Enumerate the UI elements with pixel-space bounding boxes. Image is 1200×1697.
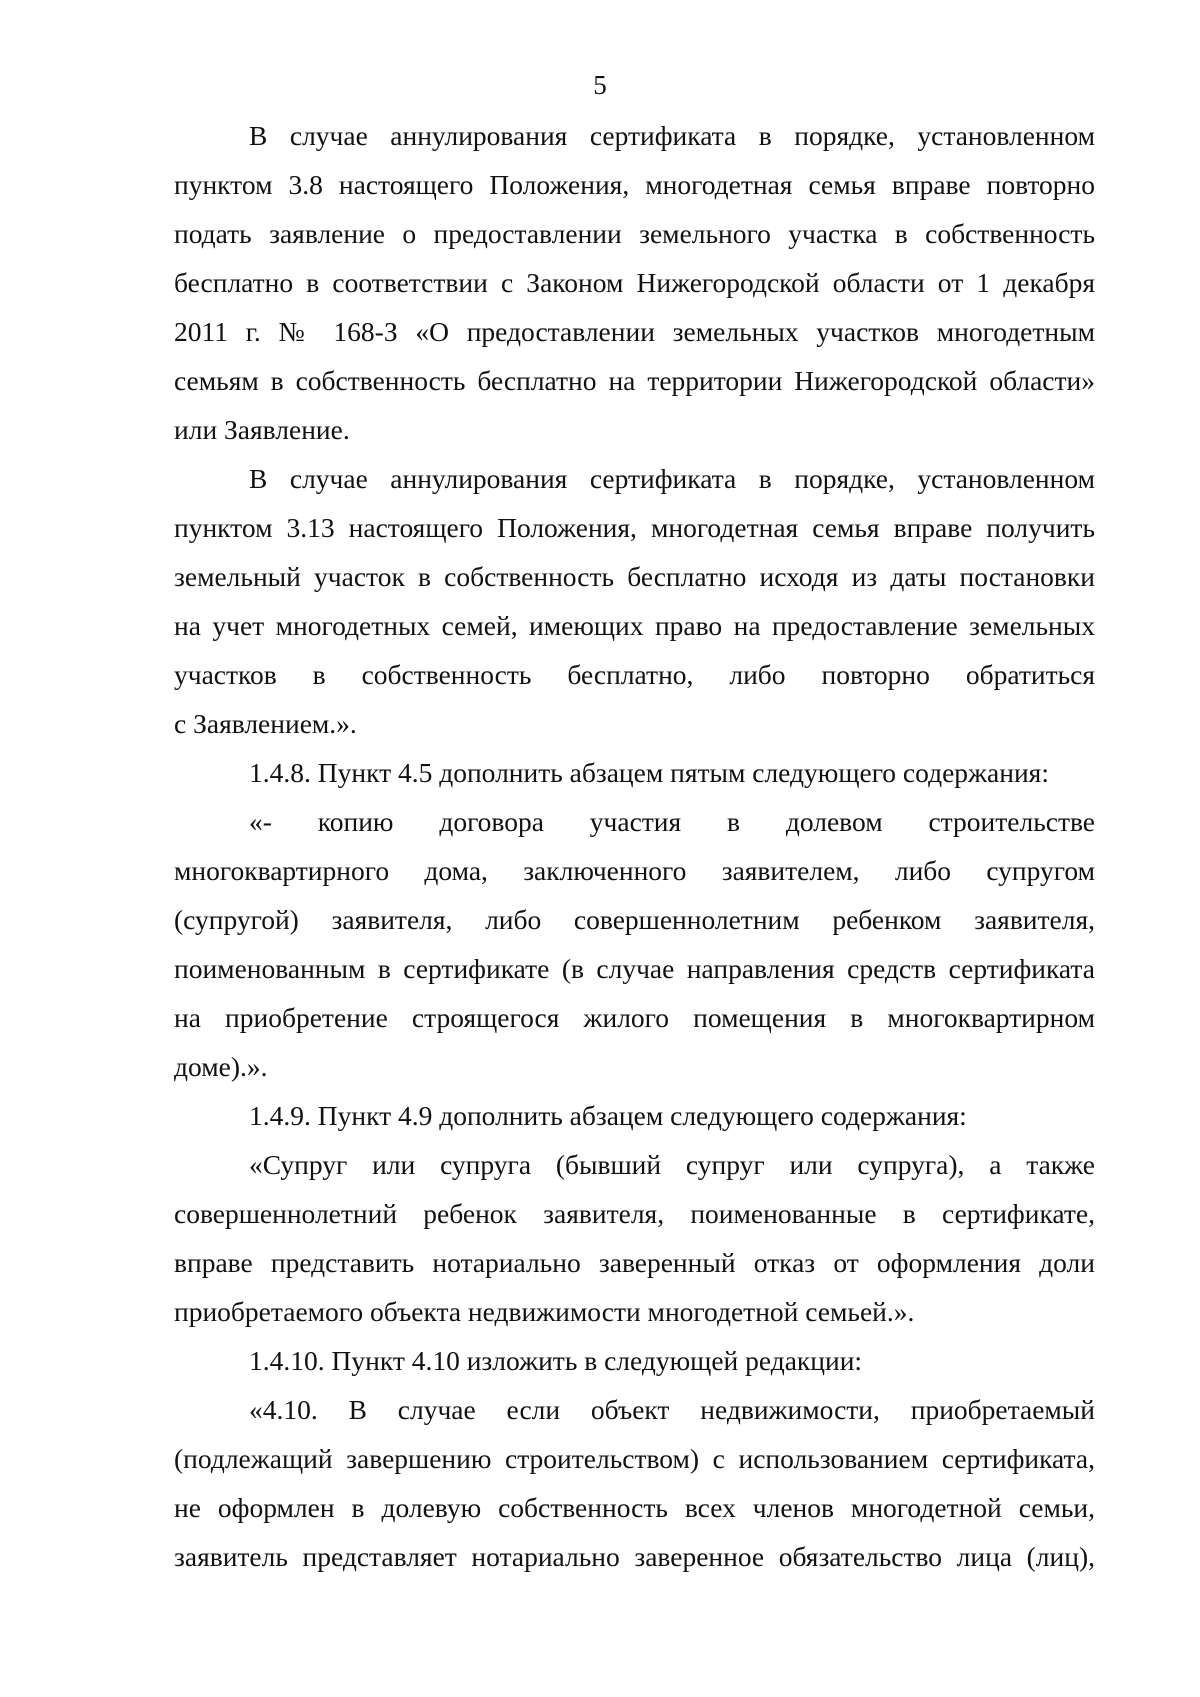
text-line: бесплатно в соответствии с Законом Нижегородской области от 1 декабря <box>174 267 1095 298</box>
text-line: или Заявление. <box>174 414 350 445</box>
page-number: 5 <box>593 70 607 100</box>
text-line: «4.10. В случае если объект недвижимости, приобретаемый <box>249 1394 1095 1425</box>
paragraph-clause-1-4-9 <box>174 1091 1095 1140</box>
text-line: поименованным в сертификате (в случае направления средств сертификата <box>174 953 1095 984</box>
text-line: пунктом 3.13 настоящего Положения, многодетная семья вправе получить <box>174 512 1095 543</box>
text-line: приобретаемого объекта недвижимости многодетной семьей.». <box>174 1296 915 1327</box>
text-line: 1.4.9. Пункт 4.9 дополнить абзацем следующего содержания: <box>249 1100 967 1131</box>
paragraph-annulment-3-13 <box>174 454 1095 748</box>
text-line: пунктом 3.8 настоящего Положения, многодетная семья вправе повторно <box>174 169 1095 200</box>
text-line: (супругой) заявителя, либо совершеннолетним ребенком заявителя, <box>174 904 1095 935</box>
text-line: «Супруг или супруга (бывший супруг или супруга), а также <box>249 1149 1095 1180</box>
paragraph-contract-copy <box>174 797 1095 1091</box>
text-line: вправе представить нотариально заверенный отказ от оформления доли <box>174 1247 1095 1278</box>
paragraph-spouse-refusal <box>174 1140 1095 1336</box>
text-line: (подлежащий завершению строительством) с использованием сертификата, <box>174 1443 1095 1474</box>
text-line: на учет многодетных семей, имеющих право на предоставление земельных <box>174 610 1095 641</box>
text-line: с Заявлением.». <box>174 708 357 739</box>
paragraph-clause-1-4-10 <box>174 1336 1095 1385</box>
text-line: доме).». <box>174 1051 268 1082</box>
text-line: В случае аннулирования сертификата в порядке, установленном <box>249 120 1095 151</box>
paragraph-clause-1-4-8 <box>174 748 1095 797</box>
paragraph-clause-4-10 <box>174 1385 1095 1581</box>
text-line: 2011 г. № 168-З «О предоставлении земельных участков многодетным <box>174 316 1095 347</box>
text-line: совершеннолетний ребенок заявителя, поименованные в сертификате, <box>174 1198 1095 1229</box>
text-line: «- копию договора участия в долевом строительстве <box>249 806 1095 837</box>
text-line: участков в собственность бесплатно, либо повторно обратиться <box>174 659 1095 690</box>
paragraph-annulment-3-8 <box>174 111 1095 454</box>
text-line: семьям в собственность бесплатно на территории Нижегородской области» <box>174 365 1095 396</box>
text-line: земельный участок в собственность бесплатно исходя из даты постановки <box>174 561 1095 592</box>
document-body <box>174 111 1095 1581</box>
text-line: заявитель представляет нотариально заверенное обязательство лица (лиц), <box>174 1541 1095 1572</box>
text-line: подать заявление о предоставлении земельного участка в собственность <box>174 218 1095 249</box>
text-line: на приобретение строящегося жилого помещения в многоквартирном <box>174 1002 1095 1033</box>
text-line: многоквартирного дома, заключенного заявителем, либо супругом <box>174 855 1095 886</box>
text-line: 1.4.8. Пункт 4.5 дополнить абзацем пятым следующего содержания: <box>249 757 1049 788</box>
text-line: не оформлен в долевую собственность всех членов многодетной семьи, <box>174 1492 1095 1523</box>
text-line: 1.4.10. Пункт 4.10 изложить в следующей редакции: <box>249 1345 863 1376</box>
text-line: В случае аннулирования сертификата в порядке, установленном <box>249 463 1095 494</box>
